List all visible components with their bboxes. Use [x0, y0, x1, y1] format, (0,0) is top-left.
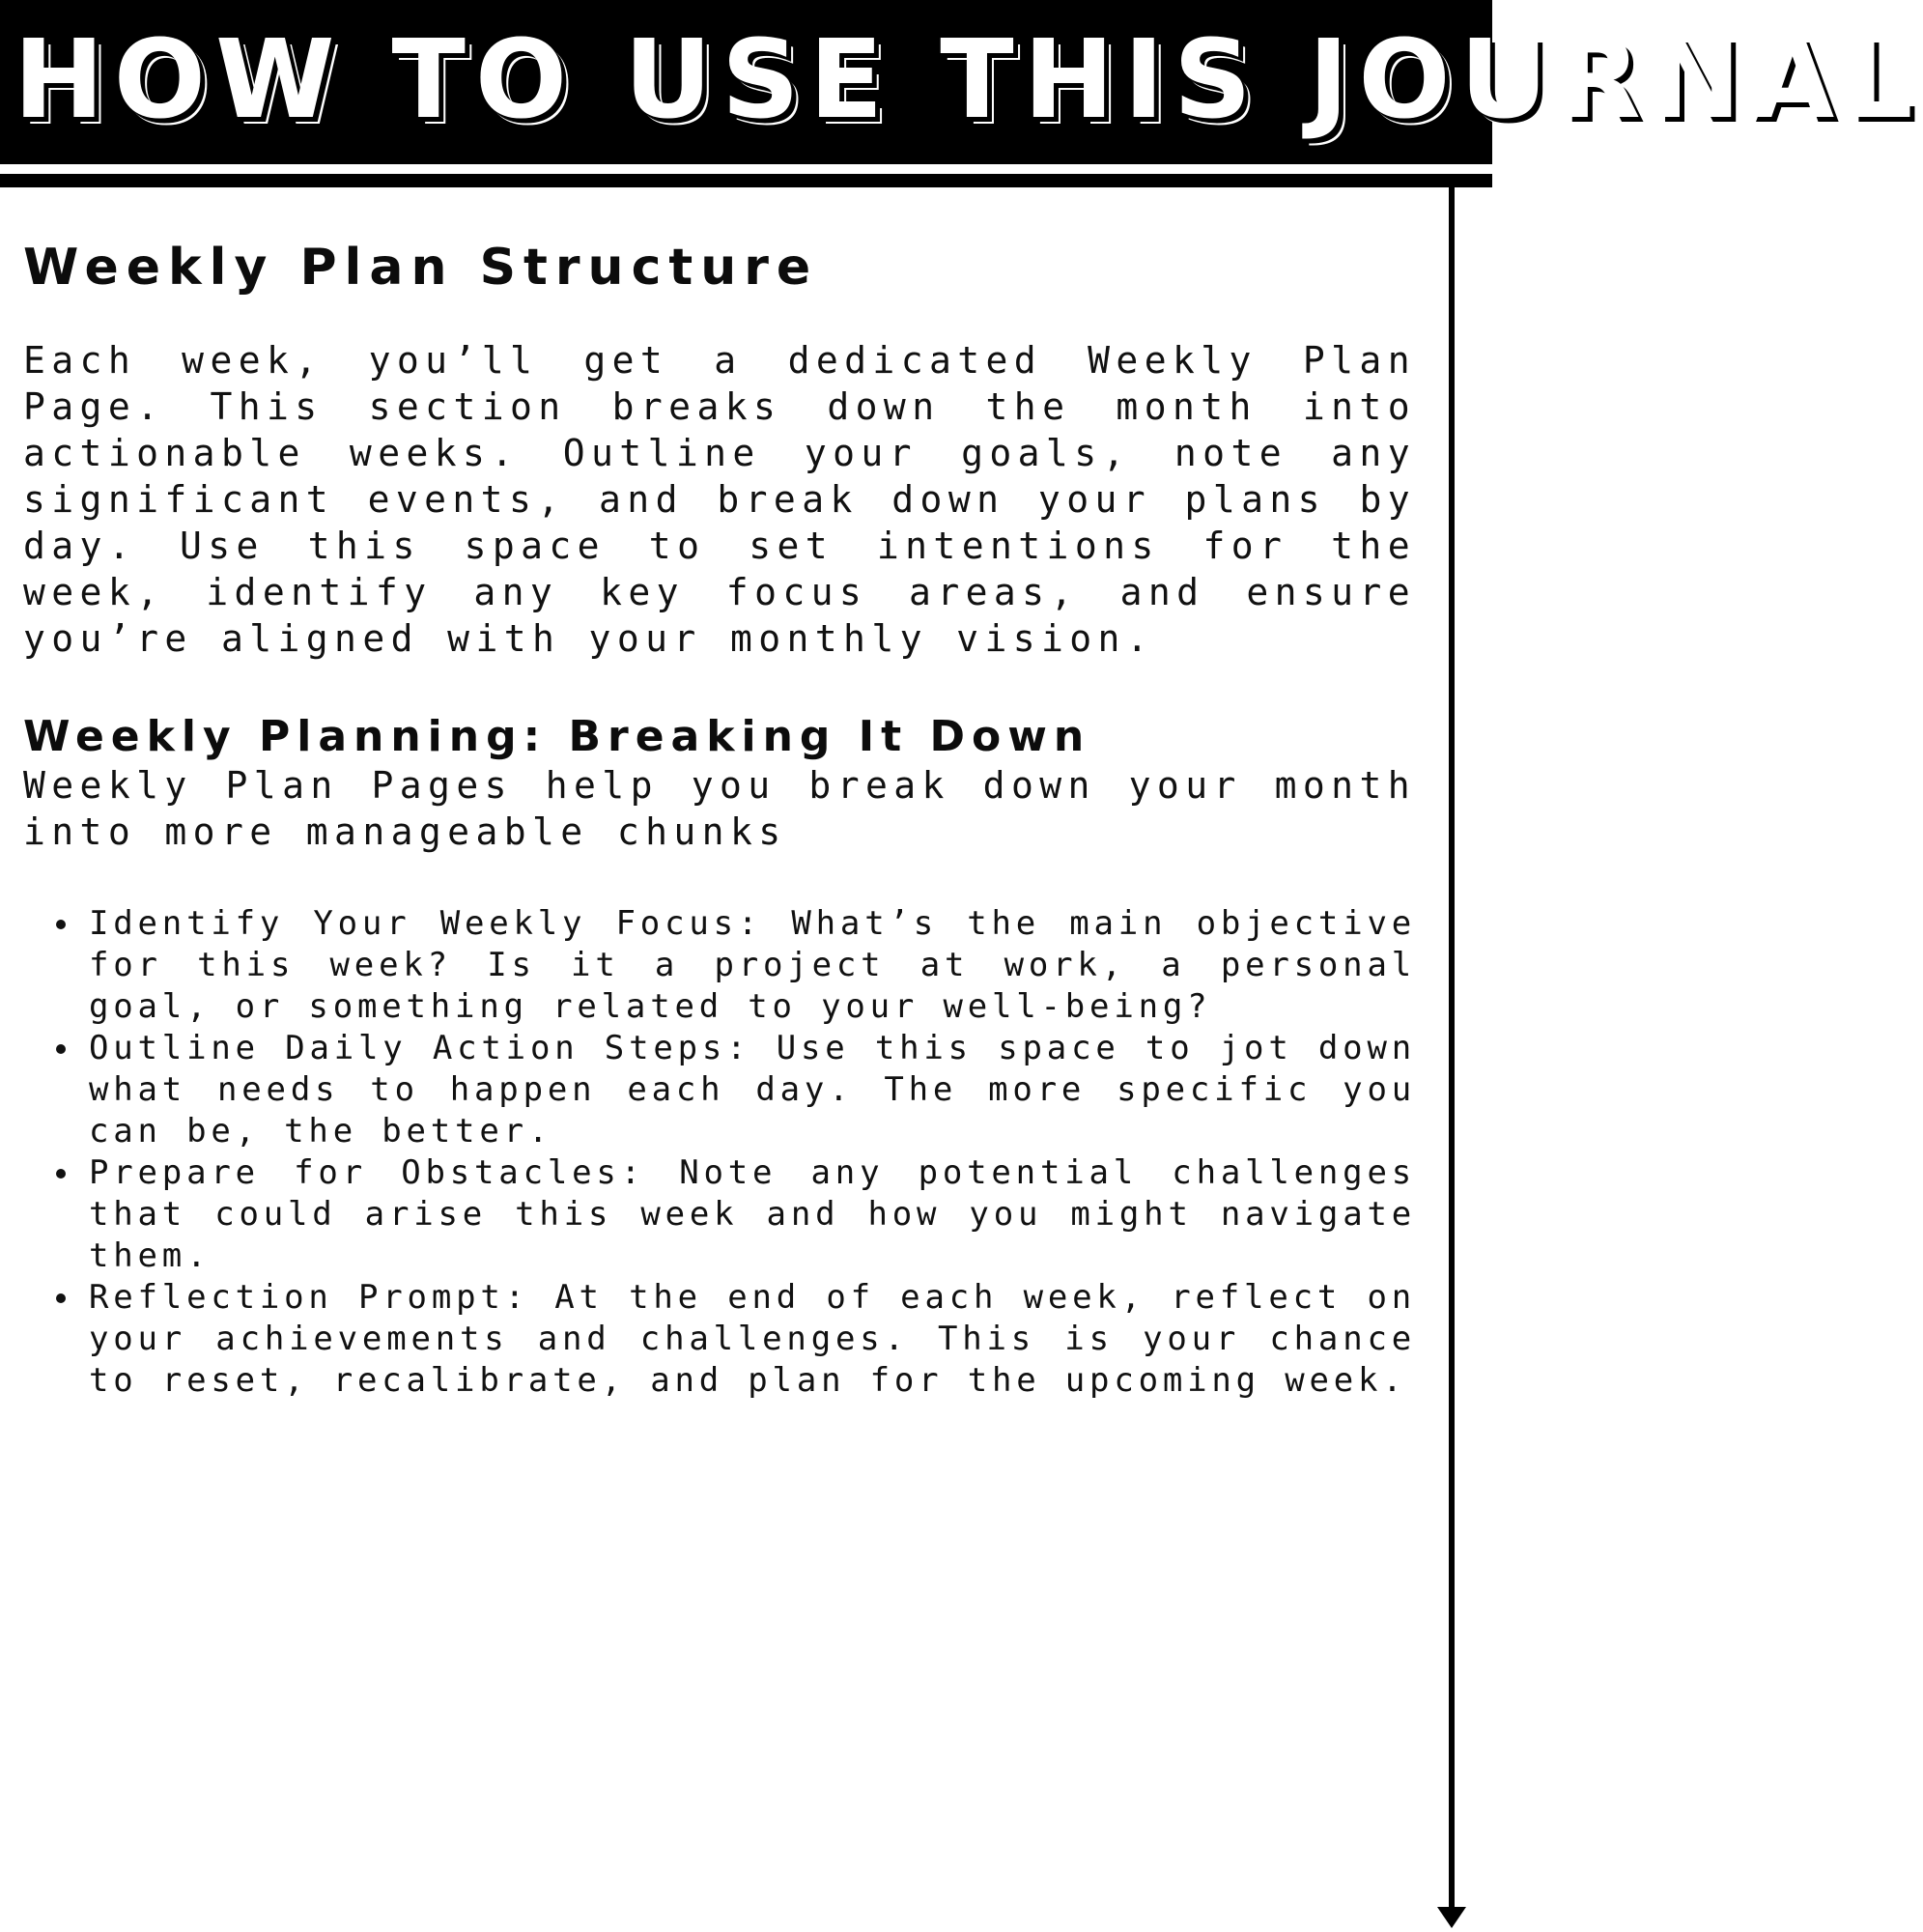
page-content [23, 237, 1416, 1402]
down-arrow-line [1449, 187, 1455, 1907]
header-bar [0, 0, 1923, 164]
bullet-dot-icon [56, 920, 66, 929]
weekly-planning-paragraph: Weekly Plan Pages help you break down your month into more manageable chunks [23, 764, 1416, 853]
list-item-text: Outline Daily Action Steps: Use this space to jot down what needs to happen each day. The more specific you can be, the better. [89, 1029, 1416, 1151]
section-heading-weekly-planning: Weekly Planning: Breaking It Down [23, 712, 1091, 761]
list-item [23, 1277, 1416, 1402]
list-item [23, 1028, 1416, 1152]
section-heading-weekly-plan-structure: Weekly Plan Structure [23, 239, 819, 297]
bullet-dot-icon [56, 1293, 66, 1303]
bullet-dot-icon [56, 1169, 66, 1179]
page-title: HOW TO USE THIS JOURNAL [14, 17, 1923, 143]
list-item-text: Identify Your Weekly Focus: What’s the main objective for this week? Is it a project at work, a personal goal, or something related to your well-being? [89, 904, 1416, 1026]
weekly-plan-structure-paragraph: Each week, you’ll get a dedicated Weekly Plan Page. This section breaks down the month into actionable weeks. Outline your goals, note any significant events, and break down your plans by day. Use this space to set intentions for the week, identify any key focus areas, and ensure you’re aligned with your monthly vision. [23, 339, 1416, 660]
list-item [23, 903, 1416, 1028]
list-item-text: Reflection Prompt: At the end of each week, reflect on your achievements and challenges. This is your chance to reset, recalibrate, and plan for the upcoming week. [89, 1278, 1416, 1400]
bullet-dot-icon [56, 1044, 66, 1054]
list-item [23, 1152, 1416, 1277]
header-divider [0, 174, 1492, 187]
bullet-list [23, 903, 1416, 1402]
list-item-text: Prepare for Obstacles: Note any potential challenges that could arise this week and how you might navigate them. [89, 1153, 1416, 1275]
down-arrow-icon [1437, 1907, 1466, 1928]
